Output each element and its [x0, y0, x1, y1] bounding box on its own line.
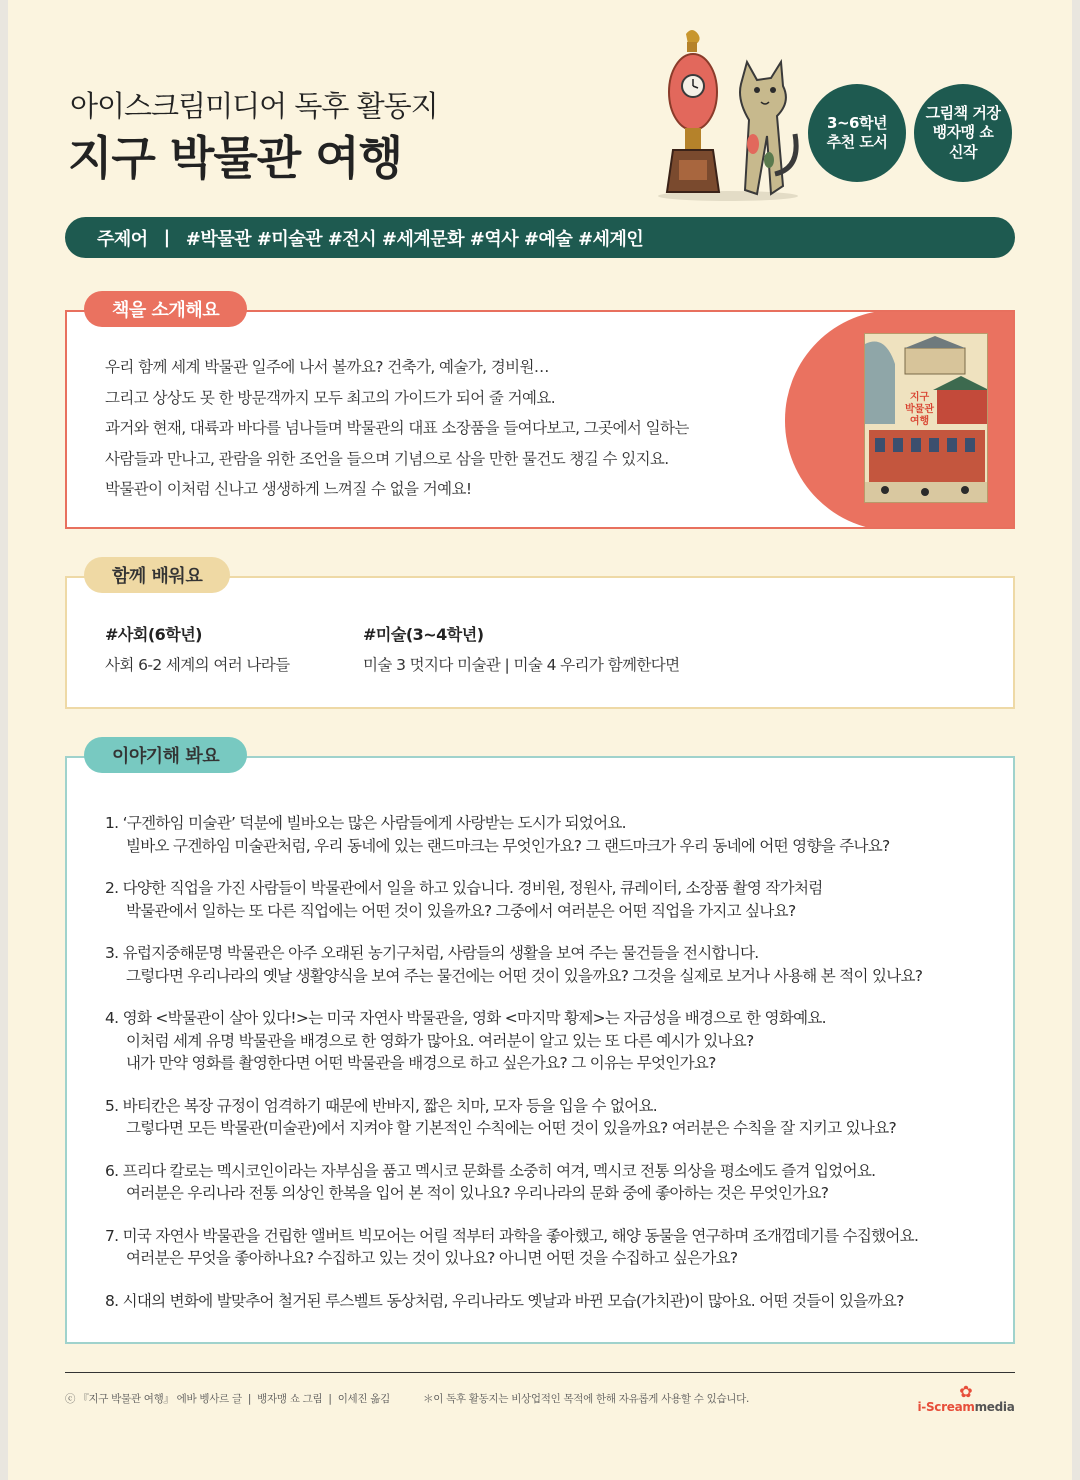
badge-recommended-grade: 3~6학년 추천 도서 — [808, 84, 906, 182]
learn-subject: #미술(3~4학년) — [363, 625, 484, 644]
intro-text — [105, 352, 785, 505]
keyword-bar — [65, 217, 1015, 258]
question-line: 여러분은 우리나라 전통 의상인 한복을 입어 본 적이 있나요? 우리나라의 문화 중에 좋아하는 것은 무엇인가요? — [126, 1184, 829, 1202]
question-line: 7. 미국 자연사 박물관을 건립한 앨버트 빅모어는 어릴 적부터 과학을 좋아했고, 해양 동물을 연구하며 조개껍데기를 수집했어요. — [105, 1226, 919, 1245]
intro-line: 그리고 상상도 못 한 방문객까지 모두 최고의 가이드가 되어 줄 거예요. — [105, 388, 556, 407]
header-subtitle: 아이스크림미디어 독후 활동지 — [70, 89, 438, 123]
question-list — [105, 812, 1005, 1332]
question-line: 여러분은 무엇을 좋아하나요? 수집하고 있는 것이 있나요? 아니면 어떤 것을 수집하고 싶은가요? — [126, 1249, 738, 1267]
logo-text — [916, 1400, 1016, 1414]
intro-line: 사람들과 만나고, 관람을 위한 조언을 들으며 기념으로 삼을 만한 물건도 챙길 수 있지요. — [105, 449, 669, 468]
question-line: 8. 시대의 변화에 발맞추어 철거된 루스벨트 동상처럼, 우리나라도 옛날과 바뀐 모습(가치관)이 많아요. 어떤 것들이 있을까요? — [105, 1291, 904, 1310]
question-item — [105, 1290, 1005, 1313]
question-line: 2. 다양한 직업을 가진 사람들이 박물관에서 일을 하고 있습니다. 경비원, 정원사, 큐레이터, 소장품 촬영 작가처럼 — [105, 879, 823, 897]
question-line: 1. ‘구겐하임 미술관’ 덕분에 빌바오는 많은 사람들에게 사랑받는 도시가 되었어요. — [105, 814, 626, 832]
page-title: 지구 박물관 여행 — [68, 131, 403, 185]
keyword-separator: | — [163, 227, 170, 248]
talk-section — [65, 756, 1015, 1344]
question-line: 빌바오 구겐하임 미술관처럼, 우리 동네에 있는 랜드마크는 무엇인가요? 그 랜드마크가 우리 동네에 어떤 영향을 주나요? — [126, 836, 890, 855]
question-item — [105, 1160, 1005, 1205]
question-line: 3. 유럽지중해문명 박물관은 아주 오래된 농기구처럼, 사람들의 생활을 보여 주는 물건들을 전시합니다. — [105, 944, 759, 962]
question-item — [105, 1095, 1005, 1140]
learn-heading: 함께 배워요 — [84, 557, 230, 593]
keyword-label: 주제어 — [97, 228, 148, 250]
learn-column-art — [363, 622, 679, 675]
i-scream-media-logo — [916, 1384, 1016, 1418]
question-line: 내가 만약 영화를 촬영한다면 어떤 박물관을 배경으로 하고 싶은가요? 그 이유는 무엇인가요? — [126, 1054, 716, 1072]
question-line: 그렇다면 우리나라의 옛날 생활양식을 보여 주는 물건에는 어떤 것이 있을까요? 그것을 실제로 보거나 사용해 본 적이 있나요? — [126, 966, 923, 985]
learn-column-social — [105, 622, 290, 675]
question-line: 5. 바티칸은 복장 규정이 엄격하기 때문에 반바지, 짧은 치마, 모자 등을 입을 수 없어요. — [105, 1096, 658, 1115]
footer-credits: ⓒ 『지구 박물관 여행』 에바 벵사르 글 | 뱅자맹 쇼 그림 | 이세진 옮김 — [65, 1393, 390, 1405]
question-item — [105, 812, 1005, 857]
intro-line: 과거와 현재, 대륙과 바다를 넘나들며 박물관의 대표 소장품을 들여다보고, 그곳에서 일하는 — [105, 419, 689, 437]
question-item — [105, 1007, 1005, 1075]
talk-heading: 이야기해 봐요 — [84, 737, 247, 773]
learn-section — [65, 576, 1015, 709]
intro-heading: 책을 소개해요 — [84, 291, 247, 327]
question-item — [105, 877, 1005, 922]
worksheet-page — [8, 0, 1072, 1480]
logo-text-prefix: i-Scream — [917, 1400, 975, 1414]
footer-divider — [65, 1372, 1015, 1373]
question-item — [105, 1225, 1005, 1270]
question-line: 그렇다면 모든 박물관(미술관)에서 지켜야 할 기본적인 수칙에는 어떤 것이 있을까요? 여러분은 수칙을 잘 지키고 있나요? — [126, 1119, 897, 1137]
badge-author-new-book: 그림책 거장 뱅자맹 쇼 신작 — [914, 84, 1012, 182]
question-line: 박물관에서 일하는 또 다른 직업에는 어떤 것이 있을까요? 그중에서 여러분은 어떤 직업을 가지고 싶나요? — [126, 901, 796, 920]
learn-detail: 미술 3 멋지다 미술관 | 미술 4 우리가 함께한다면 — [363, 656, 680, 674]
learn-subject: #사회(6학년) — [105, 625, 202, 644]
keyword-tags: #박물관 #미술관 #전시 #세계문화 #역사 #예술 #세계인 — [185, 228, 644, 250]
book-cover-image — [864, 333, 988, 503]
intro-line: 우리 함께 세계 박물관 일주에 나서 볼까요? 건축가, 예술가, 경비원… — [105, 358, 549, 376]
question-line: 4. 영화 <박물관이 살아 있다!>는 미국 자연사 박물관을, 영화 <마지막 황제>는 자금성을 배경으로 한 영화예요. — [105, 1009, 826, 1027]
question-line: 6. 프리다 칼로는 멕시코인이라는 자부심을 품고 멕시코 문화를 소중히 여겨, 멕시코 전통 의상을 평소에도 즐겨 입었어요. — [105, 1161, 876, 1180]
cat-clock-illustration — [653, 24, 803, 202]
logo-text-suffix: media — [974, 1400, 1015, 1414]
question-line: 이처럼 세계 유명 박물관을 배경으로 한 영화가 많아요. 여러분이 알고 있는 또 다른 예시가 있나요? — [126, 1031, 754, 1050]
intro-line: 박물관이 이처럼 신나고 생생하게 느껴질 수 없을 거예요! — [105, 480, 472, 498]
footer-usage-note: ＊이 독후 활동지는 비상업적인 목적에 한해 자유롭게 사용할 수 있습니다. — [423, 1393, 750, 1405]
question-item — [105, 942, 1005, 987]
learn-detail: 사회 6-2 세계의 여러 나라들 — [105, 656, 290, 674]
logo-mark-icon: ✿ — [959, 1382, 973, 1401]
book-cover-title: 지구 박물관 여행 — [905, 392, 934, 427]
